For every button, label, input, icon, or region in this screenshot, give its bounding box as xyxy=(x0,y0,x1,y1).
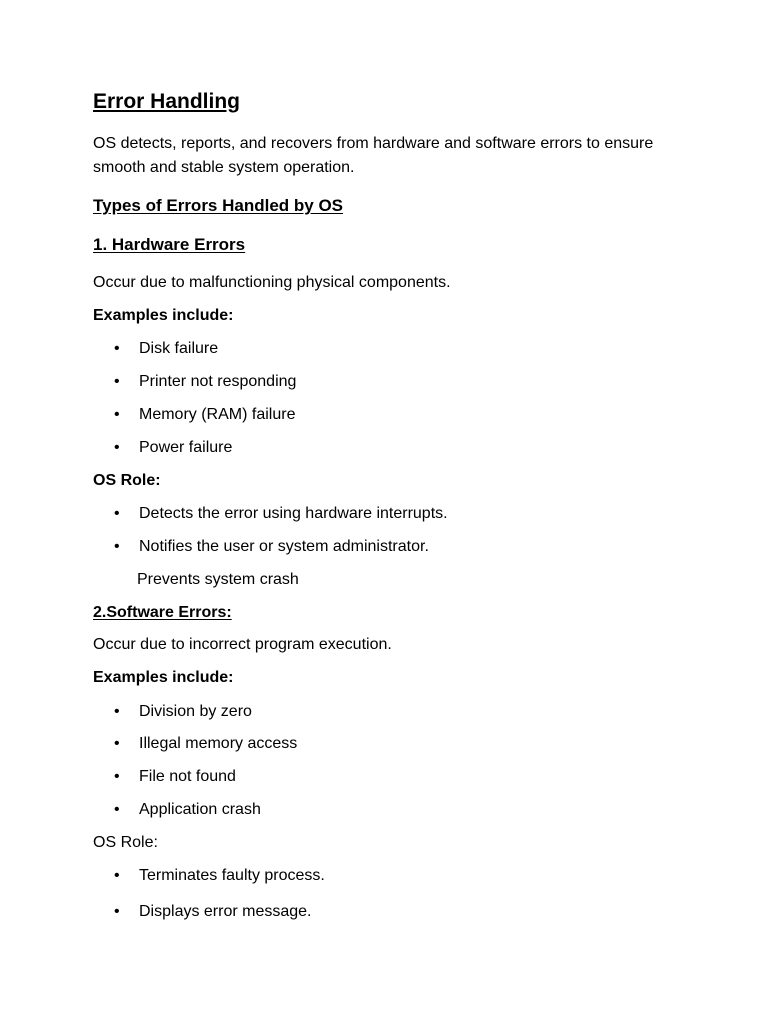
hardware-examples-label: Examples include: xyxy=(93,307,234,324)
hardware-heading: 1. Hardware Errors xyxy=(93,235,246,254)
bullet-marker: • xyxy=(114,439,120,456)
bullet-marker: • xyxy=(114,903,120,920)
software-role-label: OS Role: xyxy=(93,834,158,851)
hardware-example-item: Power failure xyxy=(139,439,233,456)
software-example-item: Application crash xyxy=(139,801,261,818)
bullet-marker: • xyxy=(114,340,120,357)
page-title: Error Handling xyxy=(93,90,241,113)
hardware-extra-role: Prevents system crash xyxy=(137,571,299,588)
bullet-marker: • xyxy=(114,768,120,785)
bullet-marker: • xyxy=(114,867,120,884)
bullet-marker: • xyxy=(114,801,120,818)
hardware-role-item: Notifies the user or system administrator. xyxy=(139,538,429,555)
bullet-marker: • xyxy=(114,373,120,390)
software-example-item: Illegal memory access xyxy=(139,735,298,752)
hardware-example-item: Printer not responding xyxy=(139,373,297,390)
hardware-role-label: OS Role: xyxy=(93,472,161,489)
software-role-item: Terminates faulty process. xyxy=(139,867,325,884)
bullet-marker: • xyxy=(114,703,120,720)
hardware-example-item: Memory (RAM) failure xyxy=(139,406,296,423)
software-examples-label: Examples include: xyxy=(93,669,234,686)
software-example-item: Division by zero xyxy=(139,703,252,720)
hardware-role-item: Detects the error using hardware interrupts. xyxy=(139,505,448,522)
bullet-marker: • xyxy=(114,406,120,423)
software-role-item: Displays error message. xyxy=(139,903,312,920)
intro-line-1: OS detects, reports, and recovers from hardware and software errors to ensure xyxy=(93,135,654,152)
bullet-marker: • xyxy=(114,538,120,555)
intro-line-2: smooth and stable system operation. xyxy=(93,159,355,176)
software-description: Occur due to incorrect program execution. xyxy=(93,636,392,653)
software-heading: 2.Software Errors: xyxy=(93,604,232,621)
bullet-marker: • xyxy=(114,735,120,752)
bullet-marker: • xyxy=(114,505,120,522)
hardware-example-item: Disk failure xyxy=(139,340,219,357)
types-heading: Types of Errors Handled by OS xyxy=(93,196,344,215)
software-example-item: File not found xyxy=(139,768,236,785)
hardware-description: Occur due to malfunctioning physical components. xyxy=(93,274,451,291)
